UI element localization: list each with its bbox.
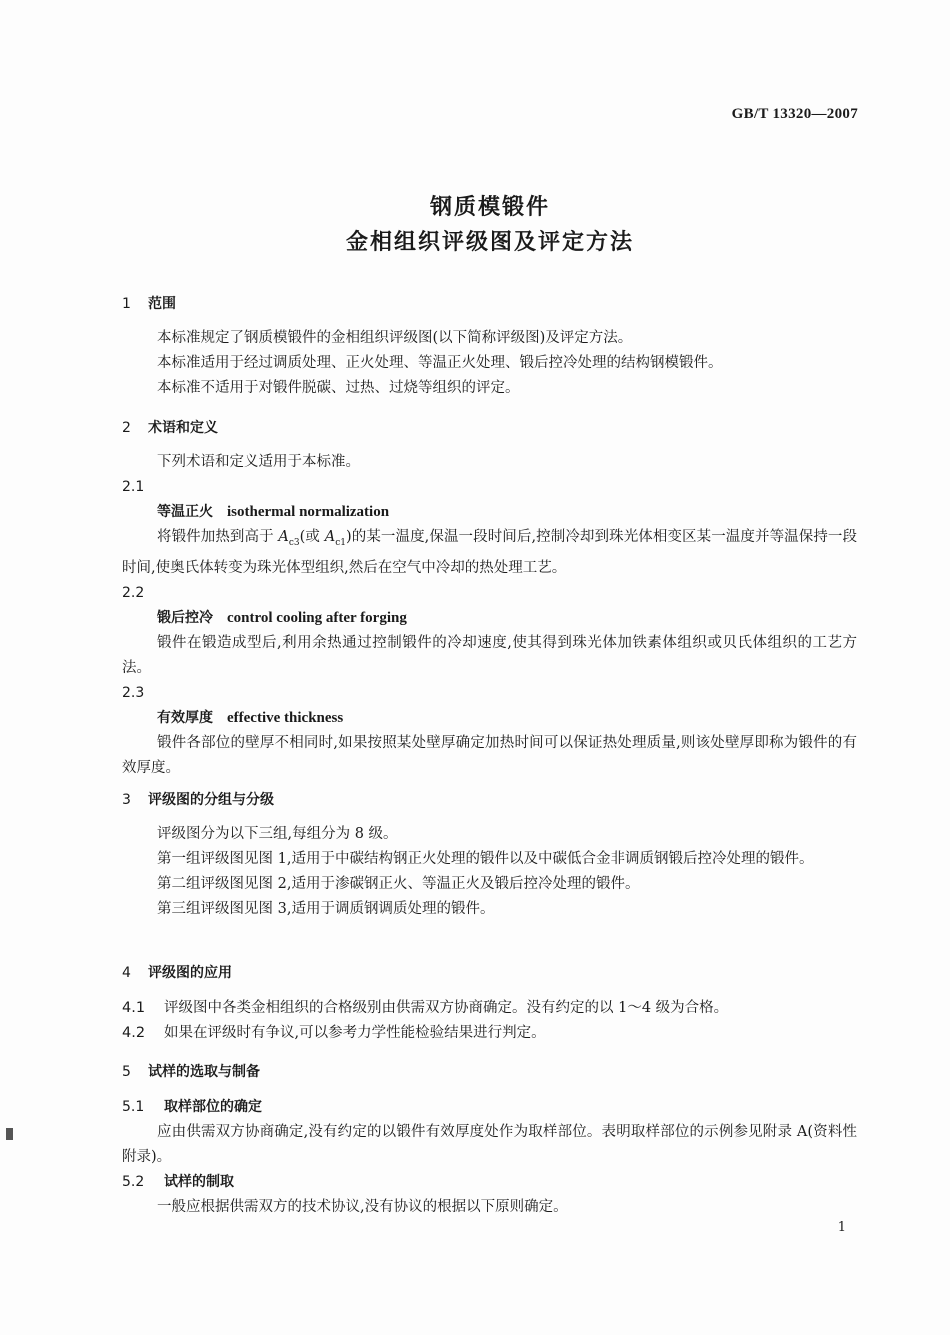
paragraph: 评级图分为以下三组,每组分为 8 级。	[157, 826, 398, 842]
paragraph: 本标准不适用于对锻件脱碳、过热、过烧等组织的评定。	[157, 380, 520, 396]
section-number: 2	[122, 420, 131, 436]
paragraph: 第三组评级图见图 3,适用于调质钢调质处理的锻件。	[157, 901, 495, 917]
paragraph: 第一组评级图见图 1,适用于中碳结构钢正火处理的锻件以及中碳低合金非调质钢锻后控冷处理的锻件。	[157, 851, 814, 867]
section-number: 1	[122, 296, 131, 312]
page-number: 1	[837, 1220, 846, 1235]
term-chinese: 等温正火	[157, 504, 213, 520]
section-3-heading	[122, 788, 857, 813]
subsection-5-2-heading: 5.2 试样的制取	[122, 1174, 234, 1190]
standard-number: GB/T 13320—2007	[731, 106, 858, 122]
scan-artifact	[6, 1128, 13, 1140]
paragraph: 本标准规定了钢质模锻件的金相组织评级图(以下简称评级图)及评定方法。	[157, 330, 633, 346]
term-english: effective thickness	[227, 709, 344, 726]
term-definition: 锻件在锻造成型后,利用余热通过控制锻件的冷却速度,使其得到珠光体加铁素体组织或贝氏体组织的工艺方法。	[122, 634, 857, 676]
section-number: 3	[122, 792, 131, 808]
section-number: 5	[122, 1064, 131, 1080]
paragraph: 应由供需双方协商确定,没有约定的以锻件有效厚度处作为取样部位。表明取样部位的示例参见附录 A(资料性附录)。	[122, 1124, 857, 1165]
section-4	[122, 961, 857, 1046]
section-title: 评级图的分组与分级	[148, 792, 274, 808]
term-heading	[122, 500, 857, 525]
section-title: 试样的选取与制备	[148, 1064, 260, 1080]
clause-item: 4.2 如果在评级时有争议,可以参考力学性能检验结果进行判定。	[122, 1025, 546, 1041]
term-heading	[122, 606, 857, 631]
clause-item: 4.1 评级图中各类金相组织的合格级别由供需双方协商确定。没有约定的以 1～4 级为合格。	[122, 1000, 729, 1016]
subsection-5-1-heading: 5.1 取样部位的确定	[122, 1099, 262, 1115]
paragraph: 一般应根据供需双方的技术协议,没有协议的根据以下原则确定。	[157, 1199, 568, 1215]
document-title-line-1: 钢质模锻件	[429, 195, 550, 220]
term-number: 2.1	[122, 479, 145, 495]
paragraph: 本标准适用于经过调质处理、正火处理、等温正火处理、锻后控冷处理的结构钢模锻件。	[157, 355, 723, 371]
term-chinese: 有效厚度	[157, 709, 213, 726]
section-5	[122, 1060, 857, 1220]
term-chinese: 锻后控冷	[157, 609, 213, 626]
term-definition: 将锻件加热到高于 $A_{c3}$(或 $A_{c1}$)的某一温度,保温一段时间后,控制冷却到珠光体相变区某一温度并等温保持一段时间,使奥氏体转变为珠光体型组织,然后在空气中冷却的热处理工艺。	[122, 529, 858, 576]
term-number: 2.3	[122, 684, 145, 701]
section-number: 4	[122, 965, 131, 981]
section-4-heading	[122, 961, 857, 986]
section-title: 评级图的应用	[148, 965, 232, 981]
paragraph: 第二组评级图见图 2,适用于渗碳钢正火、等温正火及锻后控冷处理的锻件。	[157, 876, 640, 892]
section-1-heading	[122, 292, 857, 317]
paragraph: 下列术语和定义适用于本标准。	[157, 454, 360, 470]
term-definition: 锻件各部位的壁厚不相同时,如果按照某处壁厚确定加热时间可以保证热处理质量,则该处壁厚即称为锻件的有效厚度。	[122, 734, 857, 776]
term-english: isothermal normalization	[227, 504, 390, 520]
term-number: 2.2	[122, 584, 145, 601]
section-2-heading	[122, 416, 857, 441]
section-5-heading	[122, 1060, 857, 1085]
section-title: 范围	[148, 296, 176, 312]
term-heading	[122, 706, 857, 731]
document-title-line-2: 金相组织评级图及评定方法	[345, 230, 634, 255]
section-2	[122, 416, 857, 781]
section-3	[122, 788, 857, 922]
term-english: control cooling after forging	[227, 609, 407, 626]
section-title: 术语和定义	[148, 420, 218, 436]
section-1	[122, 292, 857, 401]
